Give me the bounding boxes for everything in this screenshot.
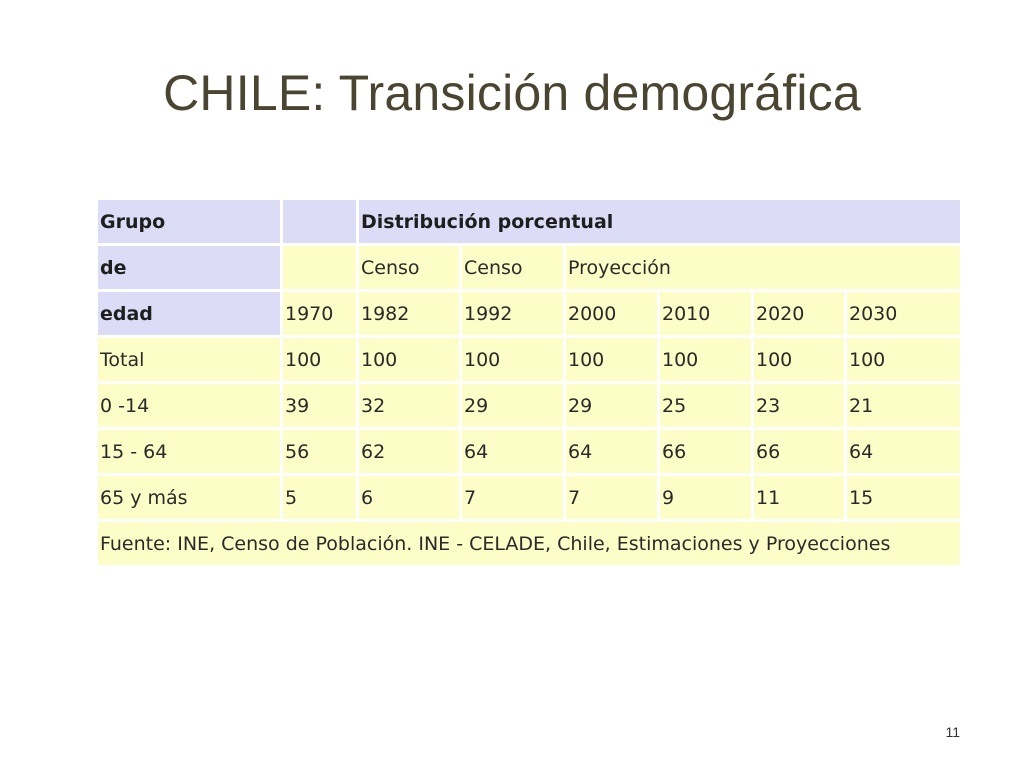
row-label: 15 - 64 bbox=[98, 430, 280, 473]
table-cell: 6 bbox=[359, 476, 459, 519]
header-label-edad: edad bbox=[98, 292, 280, 335]
table-cell: 64 bbox=[847, 430, 960, 473]
header-label-grupo: Grupo bbox=[98, 200, 280, 243]
table-cell: 100 bbox=[566, 338, 657, 381]
table-cell: 21 bbox=[847, 384, 960, 427]
table-cell: 5 bbox=[283, 476, 356, 519]
table-cell: 100 bbox=[462, 338, 563, 381]
header-label-de: de bbox=[98, 246, 280, 289]
table-cell: 32 bbox=[359, 384, 459, 427]
slide-title: CHILE: Transición demográfica bbox=[163, 65, 861, 121]
table-cell: 100 bbox=[660, 338, 751, 381]
header-empty-cell bbox=[283, 246, 356, 289]
year-cell: 1970 bbox=[283, 292, 356, 335]
table-cell: 25 bbox=[660, 384, 751, 427]
page-number: 11 bbox=[945, 724, 960, 740]
year-cell: 1992 bbox=[462, 292, 563, 335]
table-cell: 64 bbox=[566, 430, 657, 473]
header-censo-1992: Censo bbox=[462, 246, 563, 289]
table-cell: 100 bbox=[283, 338, 356, 381]
table-cell: 62 bbox=[359, 430, 459, 473]
table-cell: 23 bbox=[754, 384, 844, 427]
header-censo-1982: Censo bbox=[359, 246, 459, 289]
year-cell: 2030 bbox=[847, 292, 960, 335]
year-cell: 1982 bbox=[359, 292, 459, 335]
table-cell: 7 bbox=[566, 476, 657, 519]
table-cell: 39 bbox=[283, 384, 356, 427]
table-cell: 100 bbox=[847, 338, 960, 381]
demographics-table-container bbox=[95, 197, 957, 584]
table-cell: 9 bbox=[660, 476, 751, 519]
row-label: Total bbox=[98, 338, 280, 381]
source-note: Fuente: INE, Censo de Población. INE - CELADE, Chile, Estimaciones y Proyecciones bbox=[98, 522, 960, 565]
header-proyeccion: Proyección bbox=[566, 246, 960, 289]
header-distribucion: Distribución porcentual bbox=[359, 200, 960, 243]
header-row-grupo bbox=[98, 200, 960, 243]
table-row bbox=[98, 430, 960, 473]
table-cell: 29 bbox=[566, 384, 657, 427]
table-cell: 11 bbox=[754, 476, 844, 519]
table-cell: 7 bbox=[462, 476, 563, 519]
source-row bbox=[98, 522, 960, 565]
year-cell: 2010 bbox=[660, 292, 751, 335]
header-row-edad bbox=[98, 292, 960, 335]
table-cell: 100 bbox=[359, 338, 459, 381]
header-empty-cell bbox=[283, 200, 356, 243]
table-cell: 66 bbox=[754, 430, 844, 473]
year-cell: 2000 bbox=[566, 292, 657, 335]
table-row bbox=[98, 338, 960, 381]
row-label: 0 -14 bbox=[98, 384, 280, 427]
year-cell: 2020 bbox=[754, 292, 844, 335]
table-cell: 66 bbox=[660, 430, 751, 473]
table-row bbox=[98, 476, 960, 519]
demographics-table bbox=[95, 197, 963, 568]
table-cell: 29 bbox=[462, 384, 563, 427]
row-label: 65 y más bbox=[98, 476, 280, 519]
header-row-de bbox=[98, 246, 960, 289]
table-cell: 64 bbox=[462, 430, 563, 473]
table-cell: 15 bbox=[847, 476, 960, 519]
table-cell: 100 bbox=[754, 338, 844, 381]
table-row bbox=[98, 384, 960, 427]
table-cell: 56 bbox=[283, 430, 356, 473]
